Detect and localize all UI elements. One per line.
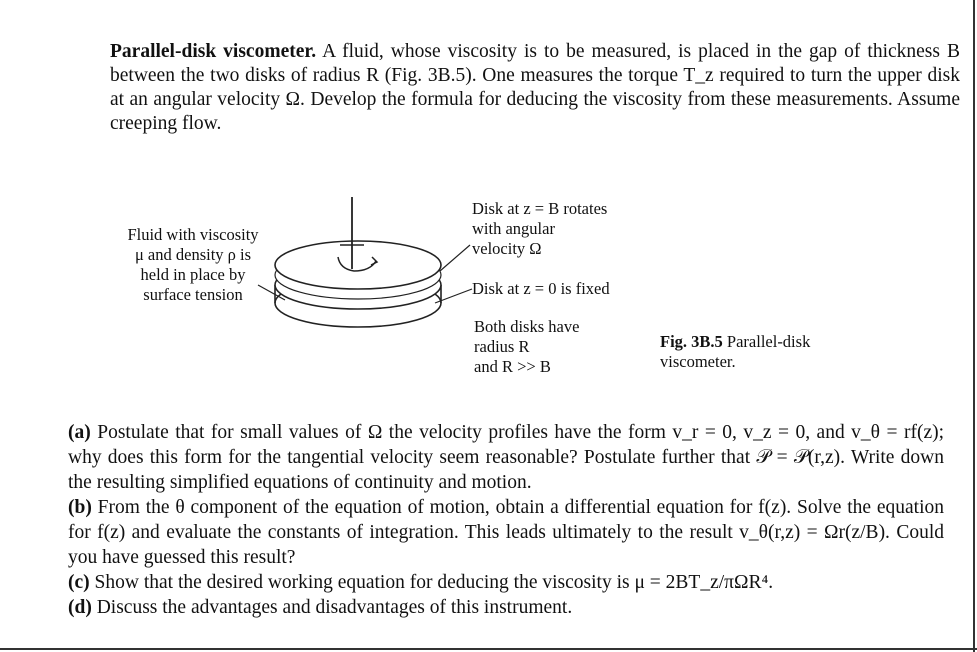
- upper-disk-label: Disk at z = B rotates with angular velocity Ω: [472, 199, 608, 258]
- figure-caption-text: Parallel-disk: [726, 332, 811, 351]
- figure-caption-text-2: viscometer.: [660, 352, 736, 371]
- upper-disk: [275, 241, 441, 289]
- part-a: (a) Postulate that for small values of Ω the velocity profiles have the form v_r = 0, v_z = 0, and v_θ = rf(z); why does this form for the tangential velocity seem reasonable? Postulate further that 𝒫 = 𝒫(r,z). Write down the resulting simplified equations of continuity and motion.: [68, 422, 945, 493]
- fluid-label: Fluid with viscosity μ and density ρ is held in place by surface tension: [127, 225, 259, 304]
- lower-disk-label: Disk at z = 0 is fixed: [472, 279, 610, 298]
- figure-caption: [660, 332, 890, 372]
- part-b: (b) From the θ component of the equation of motion, obtain a differential equation for f(z). Solve the equation for f(z) and evaluate the constants of integration. This leads ultimately to the result v_θ(r,z) = Ωr(z/B). Could you have guessed this result?: [68, 497, 944, 568]
- part-d: (d) Discuss the advantages and disadvantages of this instrument.: [68, 597, 573, 618]
- problem-parts: [68, 420, 944, 620]
- part-c: (c) Show that the desired working equation for deducing the viscosity is μ = 2BT_z/πΩR⁴.: [68, 572, 774, 593]
- problem-body: A fluid, whose viscosity is to be measured, is placed in the gap of thickness B between the two disks of radius R (Fig. 3B.5). One measures the torque T_z required to turn the upper disk at an angular velocity Ω. Develop the formula for deducing the viscosity from these measurements. Assume creeping flow.: [110, 41, 960, 134]
- figure-3b5: [0, 185, 977, 395]
- problem-statement: [110, 40, 960, 136]
- leader-top: [440, 245, 470, 271]
- frame-border-bottom: [0, 648, 977, 650]
- problem-title: Parallel-disk viscometer.: [110, 41, 317, 62]
- figure-number: Fig. 3B.5: [660, 332, 723, 351]
- radius-note: Both disks have radius R and R >> B: [474, 317, 580, 376]
